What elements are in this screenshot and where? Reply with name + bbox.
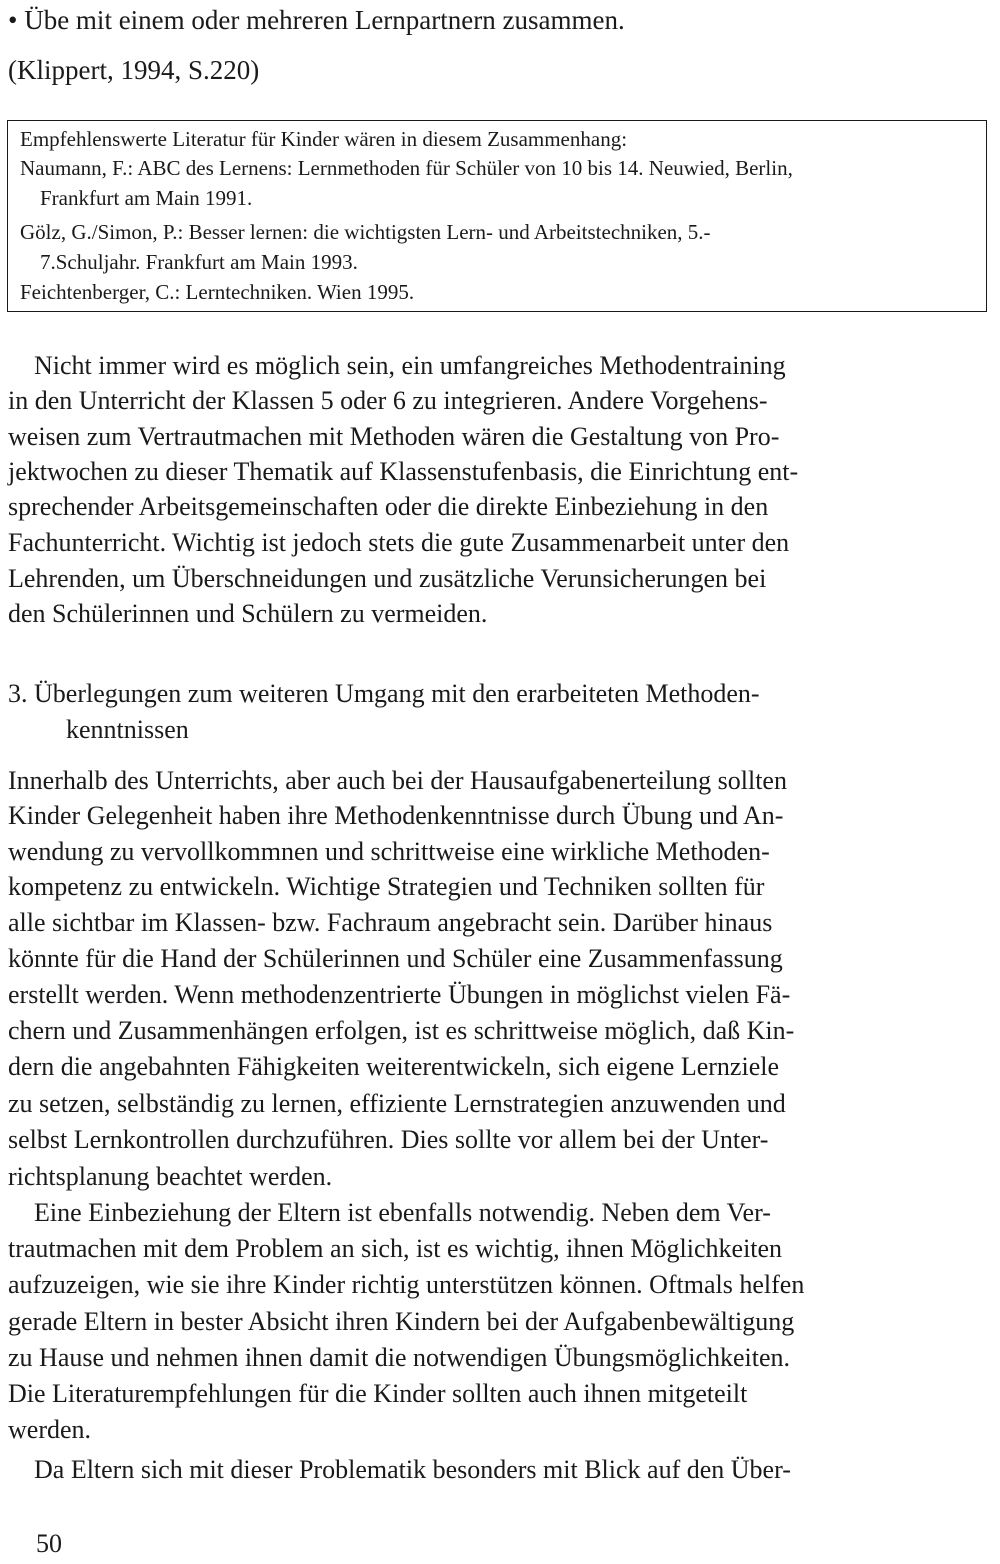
paragraph-line: Die Literaturempfehlungen für die Kinder sollten auch ihnen mitgeteilt bbox=[8, 1379, 748, 1408]
literature-entry: Gölz, G./Simon, P.: Besser lernen: die wichtigsten Lern- und Arbeitstechniken, 5.- bbox=[20, 220, 711, 244]
paragraph-line: zu setzen, selbständig zu lernen, effiziente Lernstrategien anzuwenden und bbox=[8, 1089, 786, 1118]
citation: (Klippert, 1994, S.220) bbox=[8, 55, 260, 85]
paragraph-line: Fachunterricht. Wichtig ist jedoch stets die gute Zusammenarbeit unter den bbox=[8, 528, 790, 557]
section-heading-line: 3. Überlegungen zum weiteren Umgang mit den erarbeiteten Methoden- bbox=[8, 679, 760, 708]
paragraph-line: weisen zum Vertrautmachen mit Methoden wären die Gestaltung von Pro- bbox=[8, 422, 780, 451]
paragraph-line: aufzuzeigen, wie sie ihre Kinder richtig unterstützen können. Oftmals helfen bbox=[8, 1270, 805, 1299]
paragraph-line: trautmachen mit dem Problem an sich, ist es wichtig, ihnen Möglichkeiten bbox=[8, 1234, 783, 1263]
literature-recommendation-box bbox=[7, 120, 987, 312]
paragraph-line: den Schülerinnen und Schülern zu vermeiden. bbox=[8, 599, 488, 628]
paragraph-line: sprechender Arbeitsgemeinschaften oder die direkte Einbeziehung in den bbox=[8, 492, 769, 521]
paragraph-line: Innerhalb des Unterrichts, aber auch bei der Hausaufgabenerteilung sollten bbox=[8, 766, 787, 795]
page-number: 50 bbox=[36, 1529, 62, 1558]
paragraph-line: chern und Zusammenhängen erfolgen, ist es schrittweise möglich, daß Kin- bbox=[8, 1016, 795, 1045]
paragraph-line: werden. bbox=[8, 1415, 92, 1444]
paragraph-line: Lehrenden, um Überschneidungen und zusätzliche Verunsicherungen bei bbox=[8, 564, 767, 593]
paragraph-line: gerade Eltern in bester Absicht ihren Kindern bei der Aufgabenbewältigung bbox=[8, 1307, 795, 1336]
paragraph-line: Eine Einbeziehung der Eltern ist ebenfalls notwendig. Neben dem Ver- bbox=[34, 1198, 771, 1227]
paragraph-line: erstellt werden. Wenn methodenzentrierte Übungen in möglichst vielen Fä- bbox=[8, 980, 791, 1009]
paragraph-line: könnte für die Hand der Schülerinnen und Schüler eine Zusammenfassung bbox=[8, 944, 783, 973]
literature-box-heading: Empfehlenswerte Literatur für Kinder wären in diesem Zusammenhang: bbox=[20, 127, 628, 151]
paragraph-line: Nicht immer wird es möglich sein, ein umfangreiches Methodentraining bbox=[34, 351, 786, 380]
paragraph-line: wendung zu vervollkommnen und schrittweise eine wirkliche Methoden- bbox=[8, 837, 770, 866]
bullet-item: • Übe mit einem oder mehreren Lernpartnern zusammen. bbox=[8, 5, 625, 35]
paragraph-line: jektwochen zu dieser Thematik auf Klassenstufenbasis, die Einrichtung ent- bbox=[8, 457, 799, 486]
section-heading-line: kenntnissen bbox=[66, 715, 189, 744]
paragraph-line: dern die angebahnten Fähigkeiten weiterentwickeln, sich eigene Lernziele bbox=[8, 1052, 779, 1081]
paragraph-line: alle sichtbar im Klassen- bzw. Fachraum angebracht sein. Darüber hinaus bbox=[8, 908, 773, 937]
literature-entry-continuation: Frankfurt am Main 1991. bbox=[40, 186, 253, 210]
paragraph-line: selbst Lernkontrollen durchzuführen. Dies sollte vor allem bei der Unter- bbox=[8, 1125, 769, 1154]
paragraph-line: richtsplanung beachtet werden. bbox=[8, 1162, 333, 1191]
literature-entry: Naumann, F.: ABC des Lernens: Lernmethoden für Schüler von 10 bis 14. Neuwied, Berlin, bbox=[20, 156, 793, 180]
paragraph-line: Kinder Gelegenheit haben ihre Methodenkenntnisse durch Übung und An- bbox=[8, 801, 784, 830]
paragraph-line: kompetenz zu entwickeln. Wichtige Strategien und Techniken sollten für bbox=[8, 872, 765, 901]
paragraph-line: Da Eltern sich mit dieser Problematik besonders mit Blick auf den Über- bbox=[34, 1455, 791, 1484]
paragraph-line: zu Hause und nehmen ihnen damit die notwendigen Übungsmöglichkeiten. bbox=[8, 1343, 790, 1372]
literature-entry: Feichtenberger, C.: Lerntechniken. Wien 1995. bbox=[20, 280, 415, 304]
literature-entry-continuation: 7.Schuljahr. Frankfurt am Main 1993. bbox=[40, 250, 358, 274]
paragraph-line: in den Unterricht der Klassen 5 oder 6 zu integrieren. Andere Vorgehens- bbox=[8, 386, 768, 415]
